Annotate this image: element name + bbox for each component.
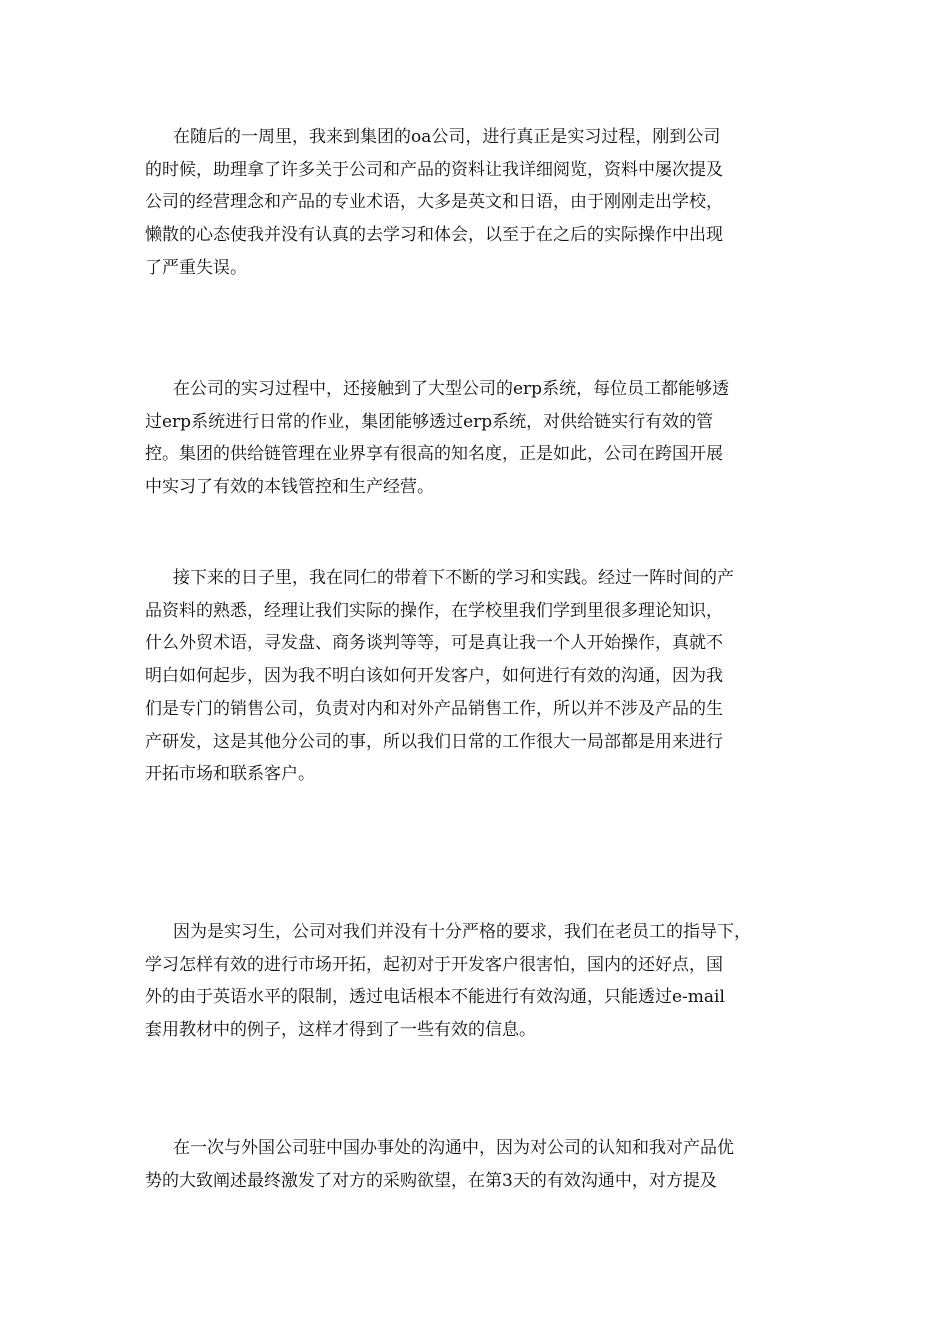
text-line: 势的大致阐述最终激发了对方的采购欲望，在第3天的有效沟通中，对方提及 (145, 1170, 717, 1191)
text-line: 们是专门的销售公司，负责对内和对外产品销售工作，所以并不涉及产品的生 (145, 698, 723, 719)
text-line: 品资料的熟悉，经理让我们实际的操作，在学校里我们学到里很多理论知识， (145, 600, 723, 621)
text-line: 外的由于英语水平的限制，透过电话根本不能进行有效沟通，只能透过e-mail (145, 987, 725, 1008)
text-line: 套用教材中的例子，这样才得到了一些有效的信息。 (145, 1020, 536, 1041)
text-line: 的时候，助理拿了许多关于公司和产品的资料让我详细阅览，资料中屡次提及 (145, 159, 723, 180)
text-line: 控。集团的供给链管理在业界享有很高的知名度，正是如此，公司在跨国开展 (145, 444, 723, 465)
text-line: 因为是实习生，公司对我们并没有十分严格的要求，我们在老员工的指导下， (173, 922, 751, 942)
text-line: 什么外贸术语，寻发盘、商务谈判等等，可是真让我一个人开始操作，真就不 (145, 633, 723, 654)
text-line: 产研发，这是其他分公司的事，所以我们日常的工作很大一局部都是用来进行 (145, 731, 723, 752)
text-line: 在一次与外国公司驻中国办事处的沟通中，因为对公司的认知和我对产品优 (173, 1138, 734, 1158)
text-line: 过erp系统进行日常的作业，集团能够透过erp系统，对供给链实行有效的管 (145, 411, 714, 432)
paragraph-3 (145, 562, 815, 791)
text-line: 学习怎样有效的进行市场开拓，起初对于开发客户很害怕，国内的还好点，国 (145, 954, 723, 975)
paragraph-2 (145, 373, 815, 504)
paragraph-4 (145, 916, 815, 1047)
paragraph-1 (145, 121, 815, 285)
text-line: 在公司的实习过程中，还接触到了大型公司的erp系统，每位员工都能够透 (173, 379, 730, 399)
text-line: 中实习了有效的本钱管控和生产经营。 (145, 477, 434, 498)
text-line: 明白如何起步，因为我不明白该如何开发客户，如何进行有效的沟通，因为我 (145, 666, 723, 687)
text-line: 懒散的心态使我并没有认真的去学习和体会，以至于在之后的实际操作中出现 (145, 225, 723, 246)
text-line: 开拓市场和联系客户。 (145, 764, 315, 785)
text-line: 了严重失误。 (145, 257, 247, 278)
text-line: 接下来的日子里，我在同仁的带着下不断的学习和实践。经过一阵时间的产 (173, 568, 734, 588)
text-line: 在随后的一周里，我来到集团的oa公司，进行真正是实习过程，刚到公司 (173, 127, 721, 147)
paragraph-5 (145, 1132, 815, 1197)
text-line: 公司的经营理念和产品的专业术语，大多是英文和日语，由于刚刚走出学校， (145, 192, 723, 213)
